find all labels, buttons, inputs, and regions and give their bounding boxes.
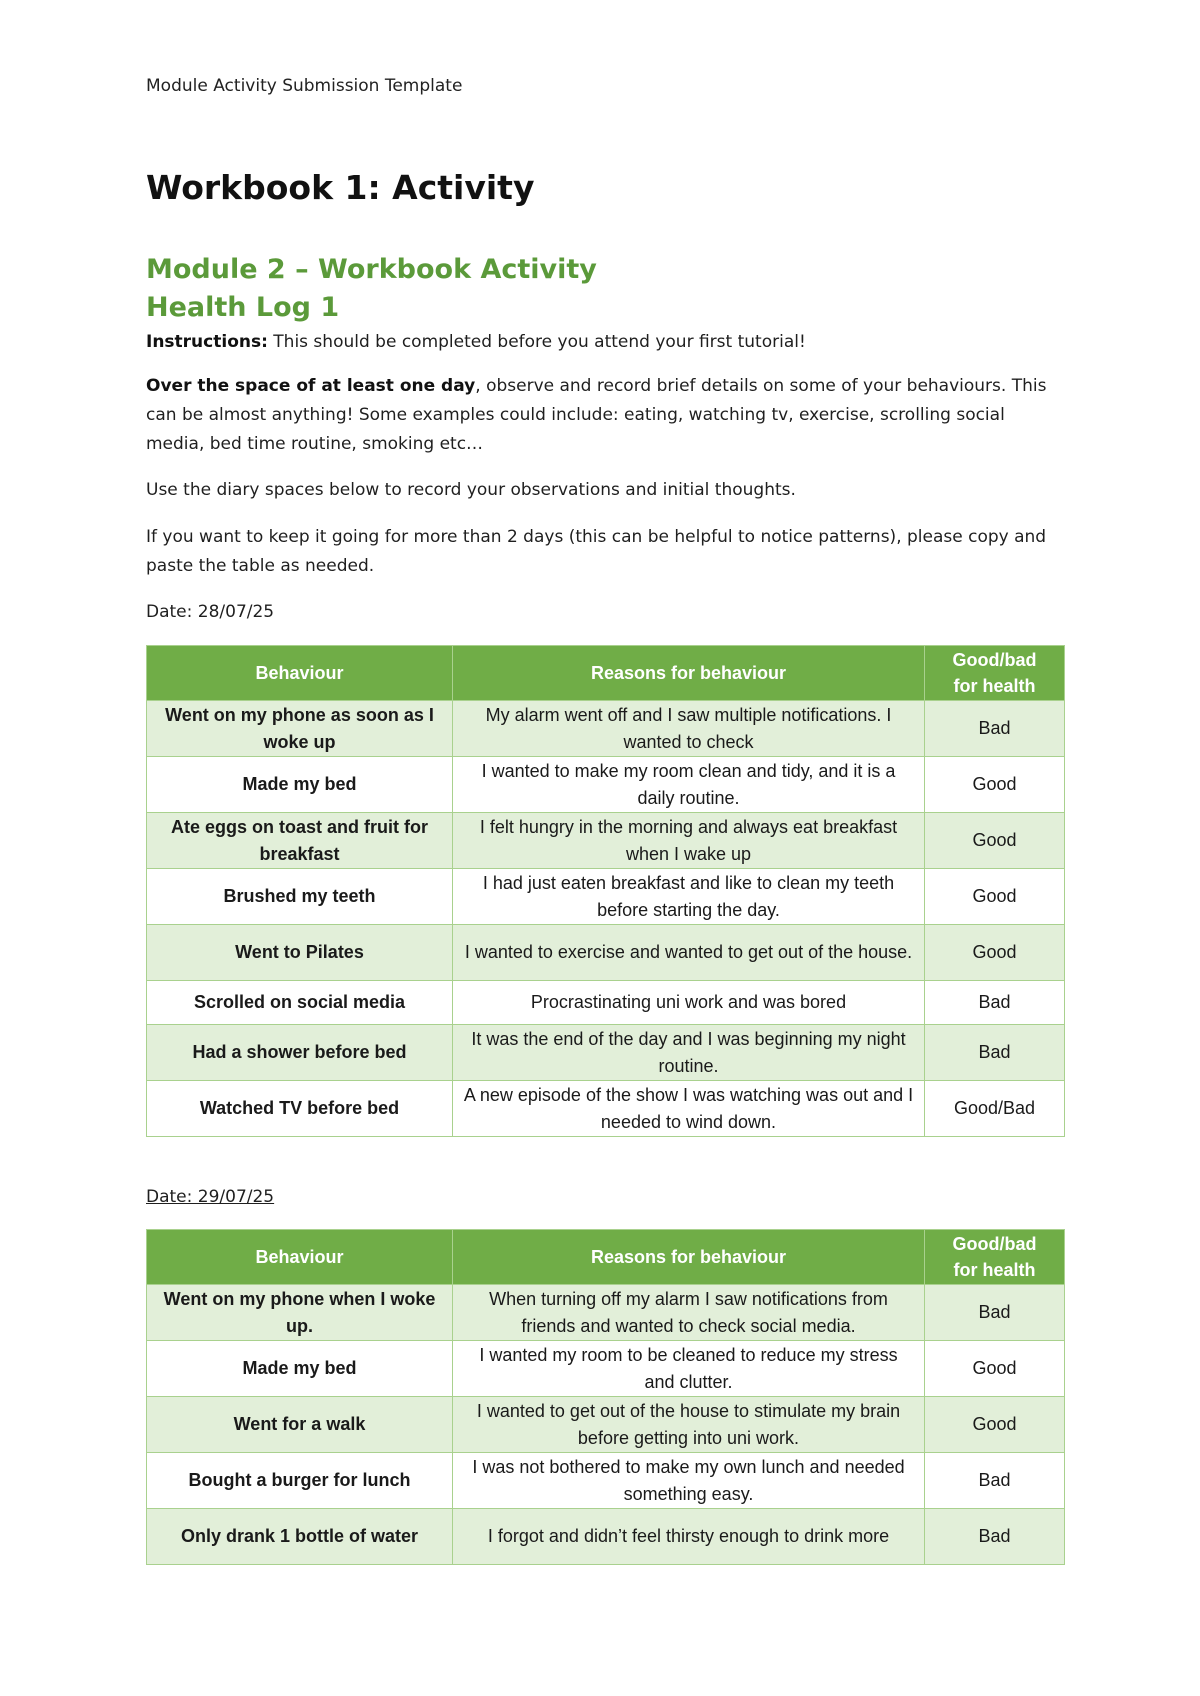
behaviour-cell: Scrolled on social media (147, 981, 453, 1025)
health-log-heading: Health Log 1 (146, 292, 340, 323)
reason-cell: I forgot and didn’t feel thirsty enough to drink more (453, 1509, 925, 1565)
table-row (147, 1285, 1065, 1341)
reason-cell: I wanted to get out of the house to stimulate my brain before getting into uni work. (453, 1397, 925, 1453)
reason-cell: My alarm went off and I saw multiple notifications. I wanted to check (453, 701, 925, 757)
behaviour-cell: Only drank 1 bottle of water (147, 1509, 453, 1565)
observe-bold: Over the space of at least one day (146, 376, 476, 396)
table-row (147, 869, 1065, 925)
header-health: Good/bad for health (925, 1230, 1065, 1285)
health-rating-cell: Good (925, 757, 1065, 813)
header-behaviour: Behaviour (147, 646, 453, 701)
behaviour-cell: Had a shower before bed (147, 1025, 453, 1081)
behaviour-cell: Went on my phone as soon as I woke up (147, 701, 453, 757)
table-row (147, 981, 1065, 1025)
table-header-row (147, 646, 1065, 701)
day1-table (146, 645, 1065, 1137)
health-rating-cell: Bad (925, 1453, 1065, 1509)
reason-cell: I felt hungry in the morning and always eat breakfast when I wake up (453, 813, 925, 869)
health-rating-cell: Bad (925, 1025, 1065, 1081)
behaviour-cell: Watched TV before bed (147, 1081, 453, 1137)
module-heading: Module 2 – Workbook Activity (146, 254, 597, 285)
observe-text: , observe and record brief details on some of your behaviours. This can be almost anything! Some examples could include: eating, watching tv, exercise, scrolling social media, bed time routine, smoking etc… (146, 376, 1047, 454)
reason-cell: It was the end of the day and I was beginning my night routine. (453, 1025, 925, 1081)
day2-date: Date: 29/07/25 (146, 1187, 275, 1207)
table-row (147, 925, 1065, 981)
reason-cell: I had just eaten breakfast and like to clean my teeth before starting the day. (453, 869, 925, 925)
day1-date: Date: 28/07/25 (146, 602, 275, 622)
behaviour-cell: Brushed my teeth (147, 869, 453, 925)
health-rating-cell: Good (925, 1341, 1065, 1397)
header-reasons: Reasons for behaviour (453, 646, 925, 701)
header-reasons: Reasons for behaviour (453, 1230, 925, 1285)
header-behaviour: Behaviour (147, 1230, 453, 1285)
instructions-paragraph (146, 328, 1066, 357)
observe-paragraph (146, 372, 1066, 459)
behaviour-cell: Ate eggs on toast and fruit for breakfast (147, 813, 453, 869)
instructions-text: This should be completed before you attend your first tutorial! (267, 332, 806, 352)
behaviour-cell: Went to Pilates (147, 925, 453, 981)
health-rating-cell: Good/Bad (925, 1081, 1065, 1137)
page-header: Module Activity Submission Template (146, 76, 463, 96)
reason-cell: A new episode of the show I was watching was out and I needed to wind down. (453, 1081, 925, 1137)
document-title: Workbook 1: Activity (146, 168, 535, 207)
day2-table (146, 1229, 1065, 1565)
reason-cell: I wanted to exercise and wanted to get out of the house. (453, 925, 925, 981)
table-row (147, 1397, 1065, 1453)
behaviour-cell: Made my bed (147, 1341, 453, 1397)
use-diary-paragraph: Use the diary spaces below to record your observations and initial thoughts. (146, 480, 796, 500)
health-rating-cell: Bad (925, 701, 1065, 757)
table-row (147, 757, 1065, 813)
table-header-row (147, 1230, 1065, 1285)
reason-cell: When turning off my alarm I saw notifications from friends and wanted to check social media. (453, 1285, 925, 1341)
table-row (147, 1453, 1065, 1509)
behaviour-cell: Went on my phone when I woke up. (147, 1285, 453, 1341)
header-health: Good/bad for health (925, 646, 1065, 701)
reason-cell: I wanted my room to be cleaned to reduce my stress and clutter. (453, 1341, 925, 1397)
table-row (147, 701, 1065, 757)
health-rating-cell: Good (925, 813, 1065, 869)
table-row (147, 1341, 1065, 1397)
reason-cell: I wanted to make my room clean and tidy, and it is a daily routine. (453, 757, 925, 813)
behaviour-cell: Made my bed (147, 757, 453, 813)
table-row (147, 1081, 1065, 1137)
table-row (147, 813, 1065, 869)
health-rating-cell: Good (925, 925, 1065, 981)
health-rating-cell: Bad (925, 1509, 1065, 1565)
behaviour-cell: Bought a burger for lunch (147, 1453, 453, 1509)
health-rating-cell: Good (925, 869, 1065, 925)
keep-going-paragraph: If you want to keep it going for more than 2 days (this can be helpful to notice patterns), please copy and paste the table as needed. (146, 527, 1047, 576)
instructions-label: Instructions: (146, 332, 268, 352)
health-rating-cell: Bad (925, 1285, 1065, 1341)
health-rating-cell: Good (925, 1397, 1065, 1453)
behaviour-cell: Went for a walk (147, 1397, 453, 1453)
reason-cell: I was not bothered to make my own lunch and needed something easy. (453, 1453, 925, 1509)
reason-cell: Procrastinating uni work and was bored (453, 981, 925, 1025)
table-row (147, 1025, 1065, 1081)
table-row (147, 1509, 1065, 1565)
health-rating-cell: Bad (925, 981, 1065, 1025)
